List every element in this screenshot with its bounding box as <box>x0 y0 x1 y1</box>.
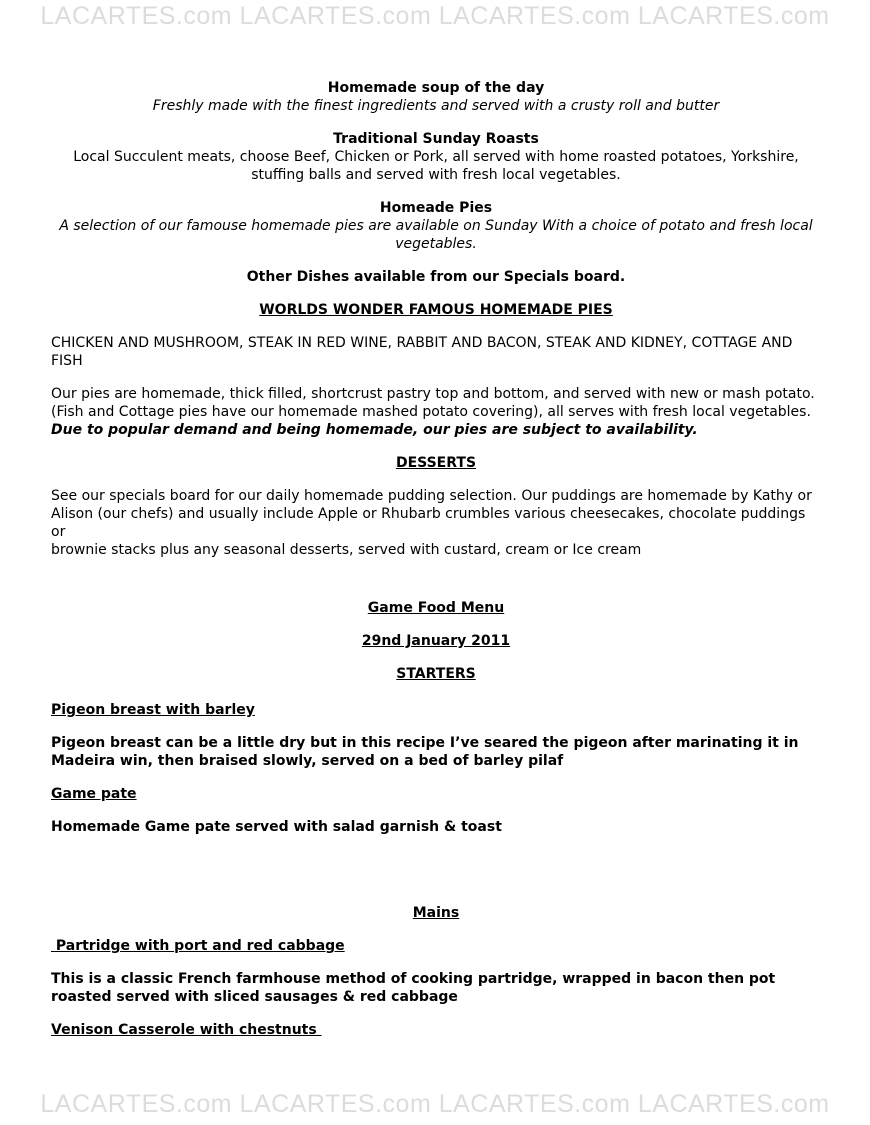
menu-page <box>51 79 821 1039</box>
watermark-bottom: LACARTES.com LACARTES.com LACARTES.com LACARTES.com <box>40 1090 830 1118</box>
main-item <box>51 1021 821 1039</box>
starters-heading: STARTERS <box>396 666 476 682</box>
soup-title: Homemade soup of the day <box>327 80 545 96</box>
game-menu-date: 29nd January 2011 <box>361 633 511 649</box>
main-name: Venison Casserole with chestnuts <box>51 1022 322 1038</box>
game-menu-title: Game Food Menu <box>367 600 505 616</box>
main-desc-2: roasted served with sliced sausages & red cabbage <box>51 989 458 1005</box>
desserts-heading: DESSERTS <box>395 455 477 471</box>
roasts-desc-2: stuffing balls and served with fresh local vegetables. <box>251 167 621 183</box>
desserts-desc-3: brownie stacks plus any seasonal desserts, served with custard, cream or Ice cream <box>51 542 642 558</box>
roasts-desc-1: Local Succulent meats, choose Beef, Chicken or Pork, all served with home roasted potatoes, Yorkshire, <box>73 149 799 165</box>
famous-pies-desc-1: Our pies are homemade, thick filled, shortcrust pastry top and bottom, and served with new or mash potato. <box>51 386 815 402</box>
starter-desc-1: Homemade Game pate served with salad garnish & toast <box>51 819 502 835</box>
pies-title: Homeade Pies <box>379 200 493 216</box>
starter-item <box>51 785 821 836</box>
roasts-title: Traditional Sunday Roasts <box>333 131 539 147</box>
starter-item <box>51 701 821 770</box>
watermark-top: LACARTES.com LACARTES.com LACARTES.com LACARTES.com <box>40 2 830 30</box>
mains-heading: Mains <box>412 905 460 921</box>
famous-pies-note: Due to popular demand and being homemade, our pies are subject to availability. <box>51 422 698 438</box>
specials-note: Other Dishes available from our Specials board. <box>246 269 626 285</box>
famous-pies-list-1: CHICKEN AND MUSHROOM, STEAK IN RED WINE, RABBIT AND BACON, STEAK AND KIDNEY, COTTAGE AND <box>51 335 793 351</box>
main-desc-1: This is a classic French farmhouse method of cooking partridge, wrapped in bacon then pot <box>51 971 776 987</box>
soup-desc: Freshly made with the finest ingredients and served with a crusty roll and butter <box>152 98 720 114</box>
desserts-desc <box>51 487 821 559</box>
pies-desc-2: vegetables. <box>395 236 477 252</box>
famous-pies-list <box>51 334 821 370</box>
desserts-desc-1: See our specials board for our daily homemade pudding selection. Our puddings are homemade by Kathy or <box>51 488 812 504</box>
famous-pies-desc <box>51 385 821 439</box>
starter-name: Game pate <box>51 786 137 802</box>
roasts-section <box>51 130 821 184</box>
starter-desc-1: Pigeon breast can be a little dry but in this recipe I’ve seared the pigeon after marinating it in <box>51 735 799 751</box>
desserts-desc-2: Alison (our chefs) and usually include Apple or Rhubarb crumbles various cheesecakes, chocolate puddings or <box>51 506 806 540</box>
main-name: Partridge with port and red cabbage <box>51 938 345 954</box>
main-item <box>51 937 821 1006</box>
famous-pies-heading: WORLDS WONDER FAMOUS HOMEMADE PIES <box>259 302 613 318</box>
famous-pies-list-2: FISH <box>51 353 83 369</box>
famous-pies-desc-2: (Fish and Cottage pies have our homemade mashed potato covering), all serves with fresh local vegetables. <box>51 404 811 420</box>
pies-section <box>51 199 821 253</box>
pies-desc-1: A selection of our famouse homemade pies are available on Sunday With a choice of potato and fresh local <box>59 218 813 234</box>
soup-section <box>51 79 821 115</box>
starter-name: Pigeon breast with barley <box>51 702 255 718</box>
starter-desc-2: Madeira win, then braised slowly, served on a bed of barley pilaf <box>51 753 564 769</box>
